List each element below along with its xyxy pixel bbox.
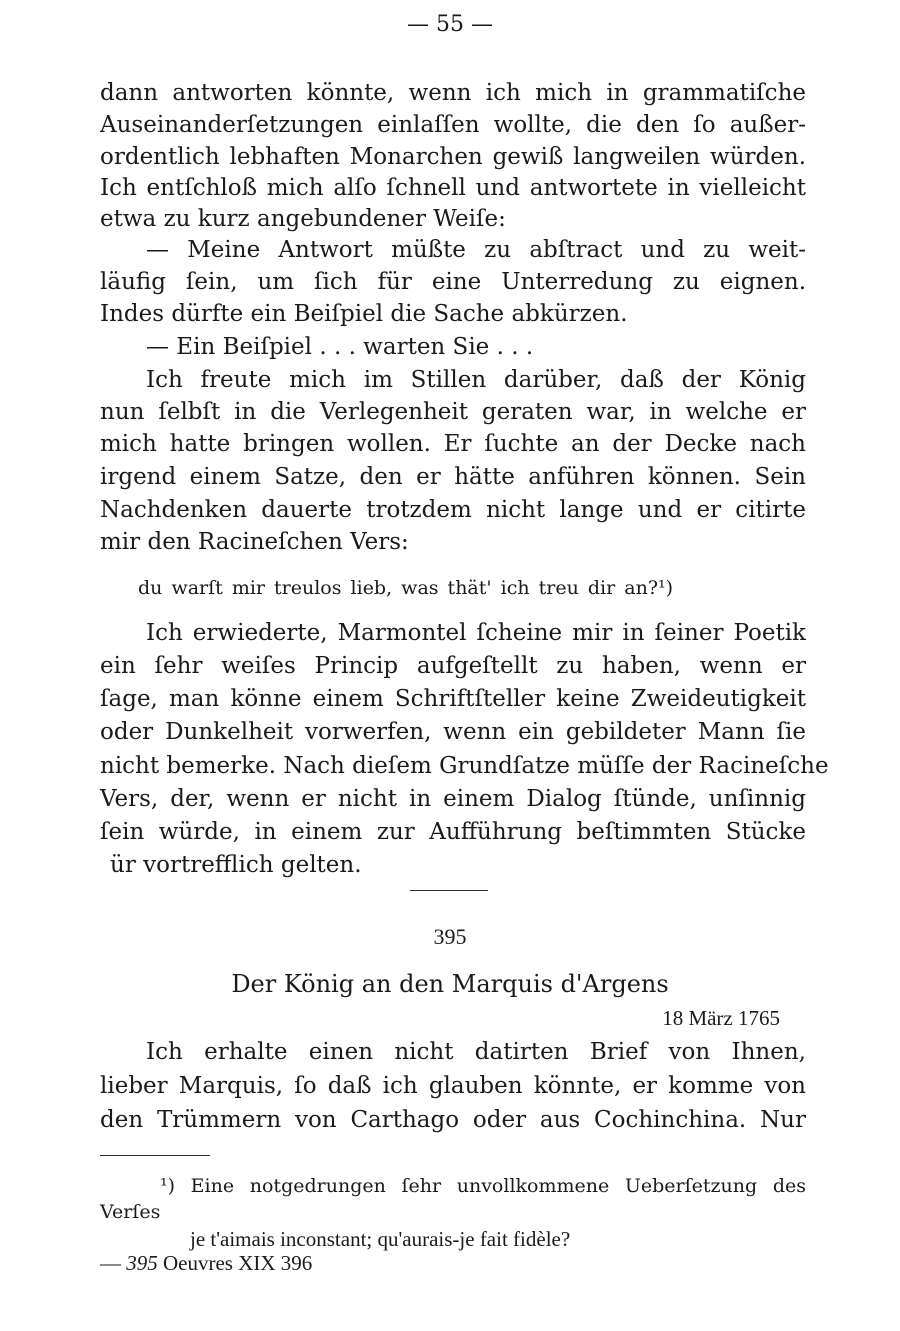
text-line: läufig ſein, um ſich für eine Unterredung zu eignen.	[100, 269, 806, 295]
text-line: mich hatte bringen wollen. Er ſuchte an der Decke nach	[100, 431, 806, 457]
text-line: Ich erhalte einen nicht datirten Brief von Ihnen,	[146, 1039, 806, 1065]
letter-date: 18 März 1765	[662, 1006, 780, 1030]
text-line: Ich freute mich im Stillen darüber, daß der König	[146, 367, 806, 393]
text-line: nicht bemerke. Nach dieſem Grundſatze müſſe der Racineſche	[100, 753, 829, 779]
text-line: Ich entſchloß mich alſo ſchnell und antwortete in vielleicht	[100, 175, 806, 201]
footnote-source	[100, 1251, 806, 1275]
text-line: ſein würde, in einem zur Aufführung beſtimmten Stücke	[100, 819, 806, 845]
text-line: dann antworten könnte, wenn ich mich in grammatiſche	[100, 80, 806, 106]
text-line: oder Dunkelheit vorwerfen, wenn ein gebildeter Mann ſie	[100, 719, 806, 745]
text-line: Ich erwiederte, Marmontel ſcheine mir in ſeiner Poetik	[146, 620, 806, 646]
text-line: ein ſehr weiſes Princip aufgeſtellt zu haben, wenn er	[100, 653, 806, 679]
section-divider	[410, 890, 488, 891]
footnote-line: ¹) Eine notgedrungen ſehr unvollkommene Ueberſetzung des	[160, 1175, 806, 1197]
text-line: lieber Marquis, ſo daß ich glauben könnte, er komme von	[100, 1073, 806, 1099]
footnote-line: Verſes	[100, 1201, 161, 1223]
text-line: den Trümmern von Carthago oder aus Cochinchina. Nur	[100, 1107, 806, 1133]
text-line: nun ſelbſt in die Verlegenheit geraten war, in welche er	[100, 399, 806, 425]
text-line: ordentlich lebhaften Monarchen gewiß langweilen würden.	[100, 144, 806, 170]
page-number: — 55 —	[407, 12, 493, 37]
text-line: ſage, man könne einem Schriftſteller keine Zweideutigkeit	[100, 686, 806, 712]
verse-quote: du warſt mir treulos lieb, was thät' ich treu dir an?¹)	[138, 577, 674, 599]
footnote-french-quote: je t'aimais inconstant; qu'aurais-je fait fidèle?	[190, 1227, 571, 1251]
text-line: irgend einem Satze, den er hätte anführen können. Sein	[100, 464, 806, 490]
letter-number: 395	[433, 924, 467, 949]
text-line: Auseinanderſetzungen einlaſſen wollte, die den ſo außer-	[100, 112, 806, 138]
source-dash: —	[100, 1251, 121, 1275]
text-line: Nachdenken dauerte trotzdem nicht lange und er citirte	[100, 497, 806, 523]
source-number: 395	[126, 1251, 158, 1275]
paragraph-3: — Ein Beiſpiel . . . warten Sie . . .	[146, 334, 534, 360]
footnote-divider	[100, 1155, 210, 1156]
text-line: ür vortrefflich gelten.	[110, 852, 362, 878]
text-line: — Meine Antwort müßte zu abſtract und zu weit-	[146, 237, 806, 263]
text-line: Vers, der, wenn er nicht in einem Dialog ſtünde, unſinnig	[100, 786, 806, 812]
source-text: Oeuvres XIX 396	[163, 1251, 313, 1275]
letter-title: Der König an den Marquis d'Argens	[231, 970, 669, 998]
text-line: etwa zu kurz angebundener Weiſe:	[100, 206, 506, 232]
text-line: mir den Racineſchen Vers:	[100, 529, 409, 555]
text-line: Indes dürfte ein Beiſpiel die Sache abkürzen.	[100, 301, 628, 327]
